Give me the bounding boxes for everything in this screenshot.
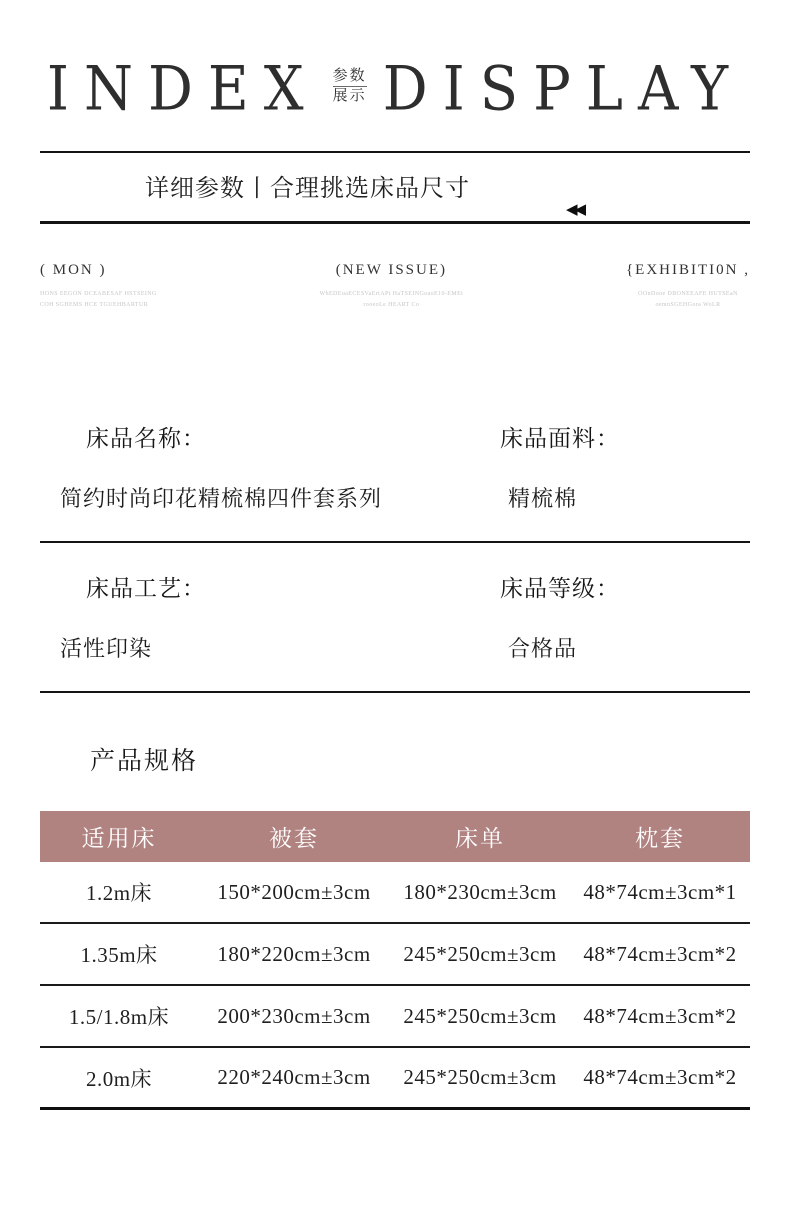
editorial-exhibition-subtext [638,289,738,311]
size-table-header [40,811,750,862]
editorial-mon-subtext [40,289,157,311]
col-header-sheet: 床单 [455,826,505,851]
editorial-mon-line1: HONS EEGON DCEABESAF HSTSEING [40,291,157,297]
size-table-title: 产品规格 [90,748,199,775]
editorial-new-issue-title: (NEW ISSUE) [335,262,448,278]
spec-row-2 [40,574,750,664]
editorial-mon-line2: COH SGHEMS HCE TGUEHBARTUR [40,301,149,308]
divider-specs-bottom [40,691,750,693]
spec-fabric [500,424,750,514]
spec-fabric-label: 床品面料： [500,426,620,451]
table-row [40,986,750,1048]
spec-fabric-value: 精梳棉 [508,486,578,511]
cell-pillow-size: 48*74cm±3cm*2 [583,1003,737,1028]
spec-product-name-value: 简约时尚印花精梳棉四件套系列 [60,486,383,511]
spec-grade-label: 床品等级： [500,576,620,601]
table-row [40,924,750,986]
logo-word-display: DISPLAY [382,53,744,125]
spec-row-1 [40,424,750,514]
editorial-exhibition-title: {EXHIBITI0N , [625,262,750,278]
spec-grade-value: 合格品 [508,636,578,661]
cell-bed-size: 1.5/1.8m床 [68,1005,170,1029]
spec-craft-label: 床品工艺： [86,576,206,601]
editorial-new-issue-line1: WhEDEuaECESVaErtAPt HaTSEINGoaoE10-EMEt [319,291,464,297]
editorial-new-issue [320,262,464,311]
logo-cjk-badge [333,67,367,106]
spec-product-name [40,424,500,514]
spec-grade [500,574,750,664]
cell-duvet-size: 180*220cm±3cm [217,941,371,966]
col-header-bed: 适用床 [81,826,157,851]
cell-duvet-size: 200*230cm±3cm [217,1003,371,1028]
spec-fields [40,424,750,693]
logo-cjk-line1: 参数 [332,67,367,84]
cell-duvet-size: 150*200cm±3cm [217,879,371,904]
cell-bed-size: 1.2m床 [85,881,153,905]
editorial-mon-title: ( MON ) [40,262,107,278]
cell-pillow-size: 48*74cm±3cm*2 [583,941,737,966]
product-spec-page [0,50,790,1210]
spec-product-name-label: 床品名称： [86,426,206,451]
divider-banner-bottom [40,221,750,224]
divider-specs-middle [40,541,750,543]
editorial-exhibition [626,262,750,311]
spec-craft [40,574,500,664]
cell-sheet-size: 245*250cm±3cm [403,1065,557,1089]
rewind-icon: ◀◀ [566,200,584,218]
cell-bed-size: 2.0m床 [85,1066,153,1091]
size-table [40,811,750,1110]
cell-sheet-size: 245*250cm±3cm [403,941,557,966]
table-row [40,1048,750,1110]
cell-sheet-size: 245*250cm±3cm [403,1003,557,1028]
editorial-mon [40,262,157,311]
table-row [40,862,750,924]
editorial-strip [40,262,750,318]
editorial-new-issue-line2: rooeoLe HEART Co [363,301,420,308]
cell-duvet-size: 220*240cm±3cm [217,1065,371,1089]
col-header-duvet-cover: 被套 [269,826,319,851]
col-header-pillowcase: 枕套 [635,826,685,851]
banner [40,153,750,221]
cell-pillow-size: 48*74cm±3cm*1 [583,879,737,904]
spec-craft-value: 活性印染 [60,636,153,661]
logo-word-index: INDEX [46,53,319,125]
editorial-new-issue-subtext [320,289,464,311]
editorial-exhibition-line1: OOnDooe DBONEEAFE HUTSEaN [638,291,738,297]
index-display-logo [40,50,750,128]
cell-sheet-size: 180*230cm±3cm [403,879,557,904]
editorial-exhibition-line2: oemnSGEHGora WoLR [655,301,721,308]
banner-title: 详细参数丨合理挑选床品尺寸 [145,176,470,202]
cell-pillow-size: 48*74cm±3cm*2 [583,1065,737,1089]
cell-bed-size: 1.35m床 [80,943,158,967]
logo-cjk-line2: 展示 [332,87,367,104]
